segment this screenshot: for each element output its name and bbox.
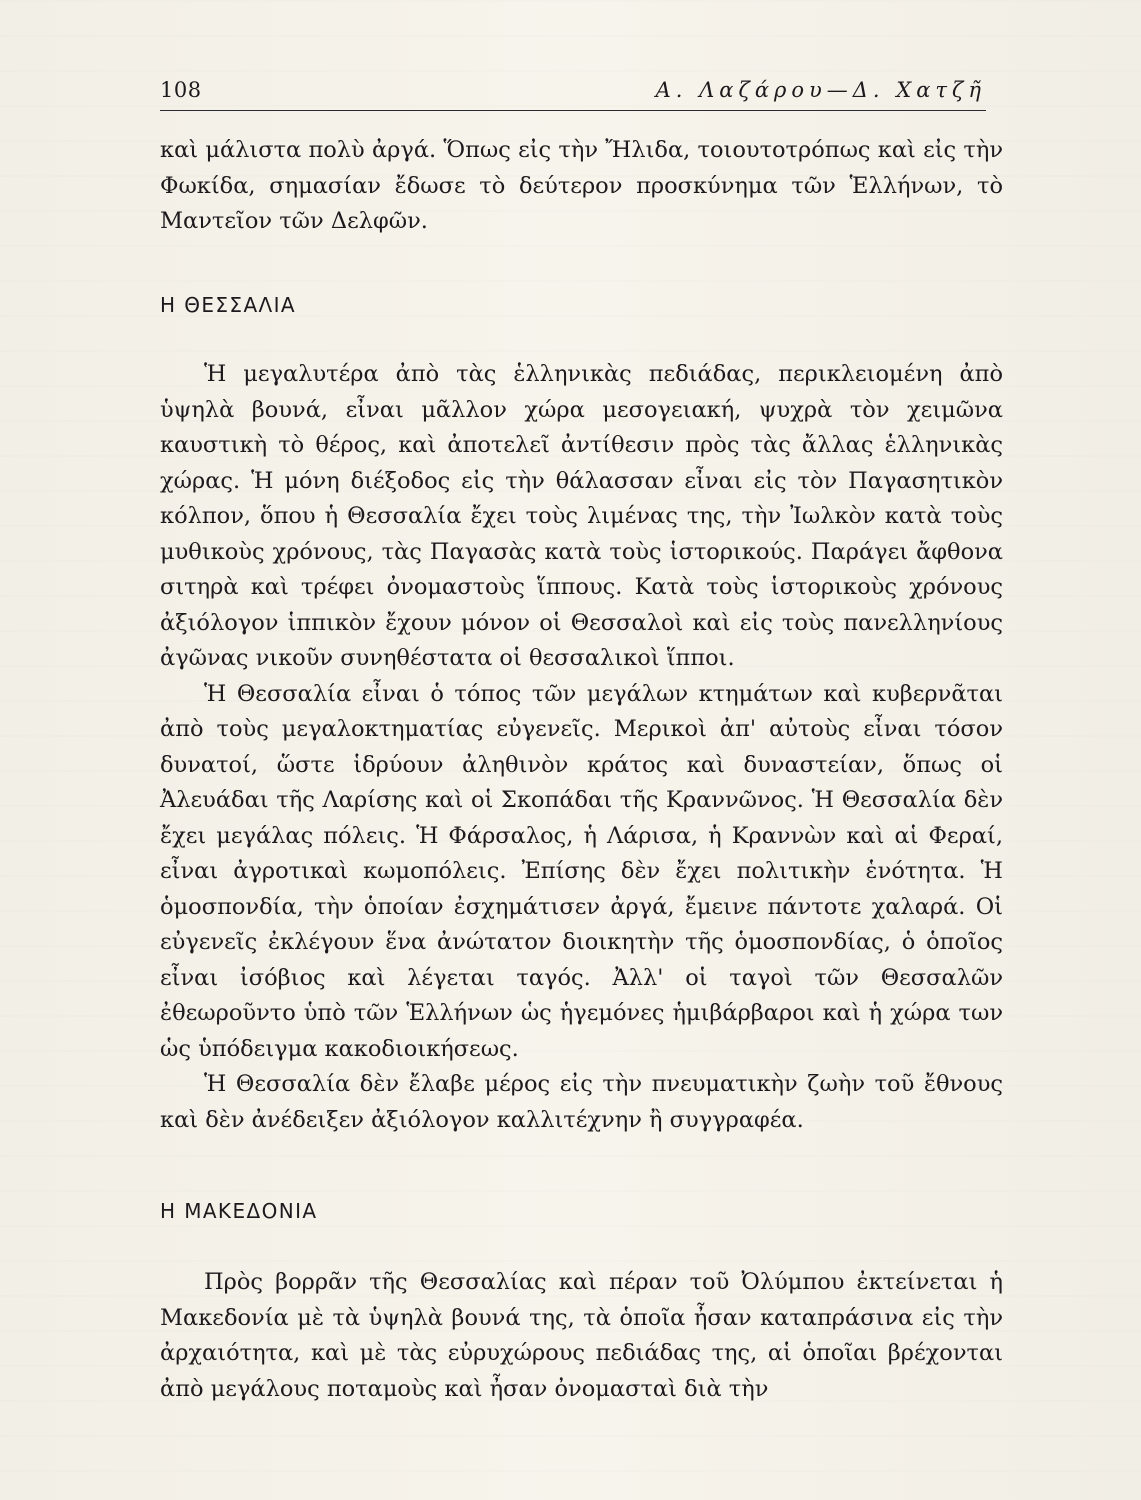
- thessaly-paragraph-2: Ἡ Θεσσαλία εἶναι ὁ τόπος τῶν μεγάλων κτημάτων καὶ κυβερνᾶται ἀπὸ τοὺς μεγαλοκτηματίας εὐγενεῖς. Μερικοὶ ἀπ' αὐτοὺς εἶναι τόσον δυνατοί, ὥστε ἱδρύουν ἀληθινὸν κράτος καὶ δυναστείαν, ὅπως οἱ Ἀλευάδαι τῆς Λαρίσης καὶ οἱ Σκοπάδαι τῆς Κραννῶνος. Ἡ Θεσσαλία δὲν ἔχει μεγάλας πόλεις. Ἡ Φάρσαλος, ἡ Λάρισα, ἡ Κραννὼν καὶ αἱ Φεραί, εἶναι ἀγροτικαὶ κωμοπόλεις. Ἐπίσης δὲν ἔχει πολιτικὴν ἑνότητα. Ἡ ὁμοσπονδία, τὴν ὁποίαν ἐσχημάτισεν ἀργά, ἔμεινε πάντοτε χαλαρά. Οἱ εὐγενεῖς ἐκλέγουν ἕνα ἀνώτατον διοικητὴν τῆς ὁμοσπονδίας, ὁ ὁποῖος εἶναι ἰσόβιος καὶ λέγεται ταγός. Ἀλλ' οἱ ταγοὶ τῶν Θεσσαλῶν ἐθεωροῦντο ὑπὸ τῶν Ἑλλήνων ὡς ἡγεμόνες ἡμιβάρβαροι καὶ ἡ χώρα των ὡς ὑπόδειγμα κακοδιοικήσεως.: [160, 680, 1003, 1062]
- thessaly-text-block: [160, 357, 1003, 1138]
- intro-paragraph: καὶ μάλιστα πολὺ ἀργά. Ὅπως εἰς τὴν Ἤλιδα, τοιουτοτρόπως καὶ εἰς τὴν Φωκίδα, σημασίαν ἔδωσε τὸ δεύτερον προσκύνημα τῶν Ἑλλήνων, τὸ Μαντεῖον τῶν Δελφῶν.: [160, 137, 1003, 234]
- intro-text-block: [160, 133, 1003, 240]
- page-number: 108: [160, 78, 202, 102]
- page-header: [160, 78, 986, 111]
- thessaly-paragraph-1: Ἡ μεγαλυτέρα ἀπὸ τὰς ἑλληνικὰς πεδιάδας, περικλειομένη ἀπὸ ὑψηλὰ βουνά, εἶναι μᾶλλον χώρα μεσογειακή, ψυχρὰ τὸν χειμῶνα καυστικὴ τὸ θέρος, καὶ ἀποτελεῖ ἀντίθεσιν πρὸς τὰς ἄλλας ἑλληνικὰς χώρας. Ἡ μόνη διέξοδος εἰς τὴν θάλασσαν εἶναι εἰς τὸν Παγασητικὸν κόλπον, ὅπου ἡ Θεσσαλία ἔχει τοὺς λιμένας της, τὴν Ἰωλκὸν κατὰ τοὺς μυθικοὺς χρόνους, τὰς Παγασὰς κατὰ τοὺς ἱστορικούς. Παράγει ἄφθονα σιτηρὰ καὶ τρέφει ὀνομαστοὺς ἵππους. Κατὰ τοὺς ἱστορικοὺς χρόνους ἀξιόλογον ἱππικὸν ἔχουν μόνον οἱ Θεσσαλοὶ καὶ εἰς τοὺς πανελληνίους ἀγῶνας νικοῦν συνηθέστατα οἱ θεσσαλικοὶ ἵπποι.: [160, 361, 1003, 671]
- section-heading-thessaly: Η ΘΕΣΣΑΛΙΑ: [160, 293, 296, 317]
- thessaly-paragraph-3: Ἡ Θεσσαλία δὲν ἔλαβε μέρος εἰς τὴν πνευματικὴν ζωὴν τοῦ ἔθνους καὶ δὲν ἀνέδειξεν ἀξιόλογον καλλιτέχνην ἢ συγγραφέα.: [160, 1071, 1003, 1133]
- section-heading-macedonia: Η ΜΑΚΕΔΟΝΙΑ: [160, 1199, 318, 1223]
- running-head-authors: Α. Λαζάρου—Δ. Χατζῆ: [655, 78, 986, 102]
- macedonia-text-block: [160, 1265, 1003, 1407]
- macedonia-paragraph: Πρὸς βορρᾶν τῆς Θεσσαλίας καὶ πέραν τοῦ Ὀλύμπου ἐκτείνεται ἡ Μακεδονία μὲ τὰ ὑψηλὰ βουνά της, τὰ ὁποῖα ἦσαν καταπράσινα εἰς τὴν ἀρχαιότητα, καὶ μὲ τὰς εὐρυχώρους πεδιάδας της, αἱ ὁποῖαι βρέχονται ἀπὸ μεγάλους ποταμοὺς καὶ ἦσαν ὀνομασταὶ διὰ τὴν: [160, 1269, 1003, 1402]
